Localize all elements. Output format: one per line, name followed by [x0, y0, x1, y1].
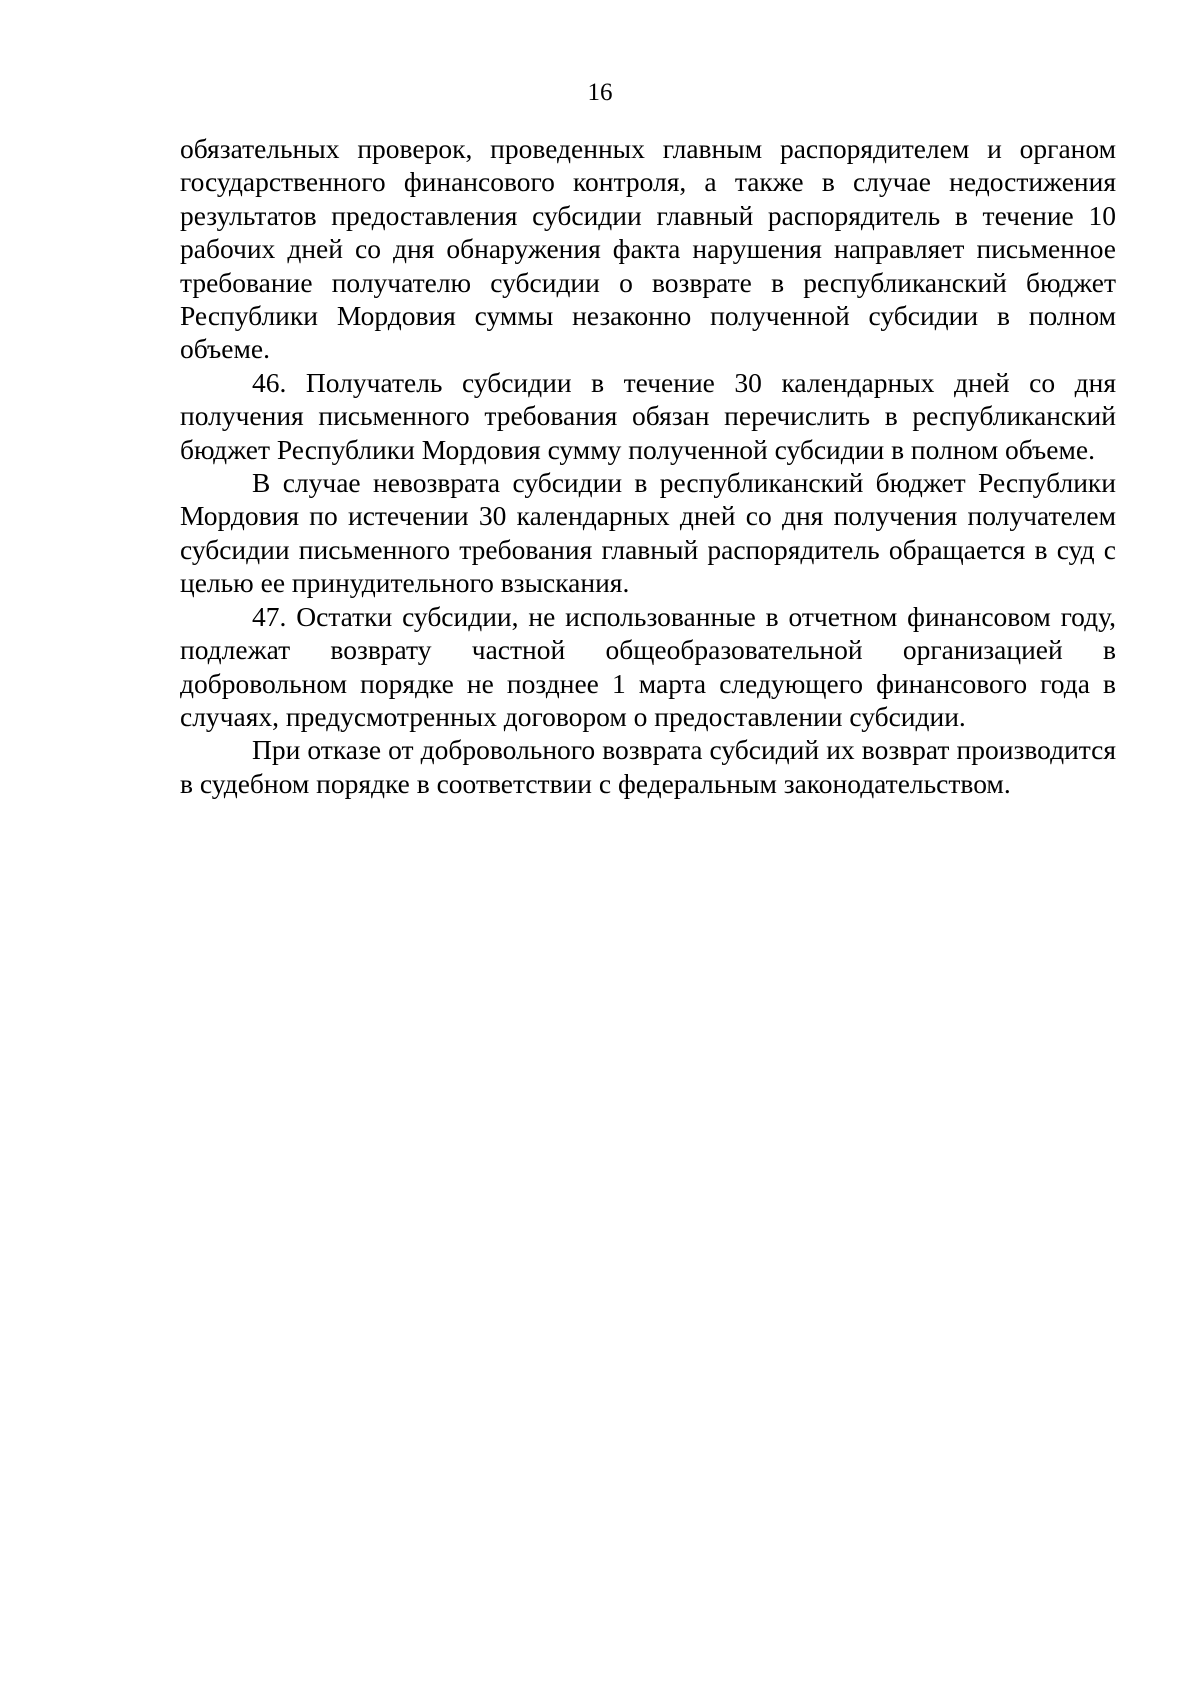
- paragraph-non-return: В случае невозврата субсидии в республиканский бюджет Республики Мордовия по истечении 30 календарных дней со дня получения получателем субсидии письменного требования главный распорядитель обращается в суд с целью ее принудительного взыскания.: [180, 467, 1116, 599]
- paragraph-refusal: При отказе от добровольного возврата субсидий их возврат производится в судебном порядке в соответствии с федеральным законодательством.: [180, 734, 1116, 799]
- document-body: [180, 132, 1116, 800]
- paragraph-continuation: обязательных проверок, проведенных главным распорядителем и органом государственного финансового контроля, а также в случае недостижения результатов предоставления субсидии главный распорядитель в течение 10 рабочих дней со дня обнаружения факта нарушения направляет письменное требование получателю субсидии о возврате в республиканский бюджет Республики Мордовия суммы незаконно полученной субсидии в полном объеме.: [180, 133, 1116, 365]
- page-number: 16: [587, 79, 613, 106]
- paragraph-item-46: 46. Получатель субсидии в течение 30 календарных дней со дня получения письменного требования обязан перечислить в республиканский бюджет Республики Мордовия сумму полученной субсидии в полном объеме.: [180, 366, 1116, 465]
- paragraph-item-47: 47. Остатки субсидии, не использованные в отчетном финансовом году, подлежат возврату частной общеобразовательной организацией в добровольном порядке не позднее 1 марта следующего финансового года в случаях, предусмотренных договором о предоставлении субсидии.: [180, 600, 1116, 732]
